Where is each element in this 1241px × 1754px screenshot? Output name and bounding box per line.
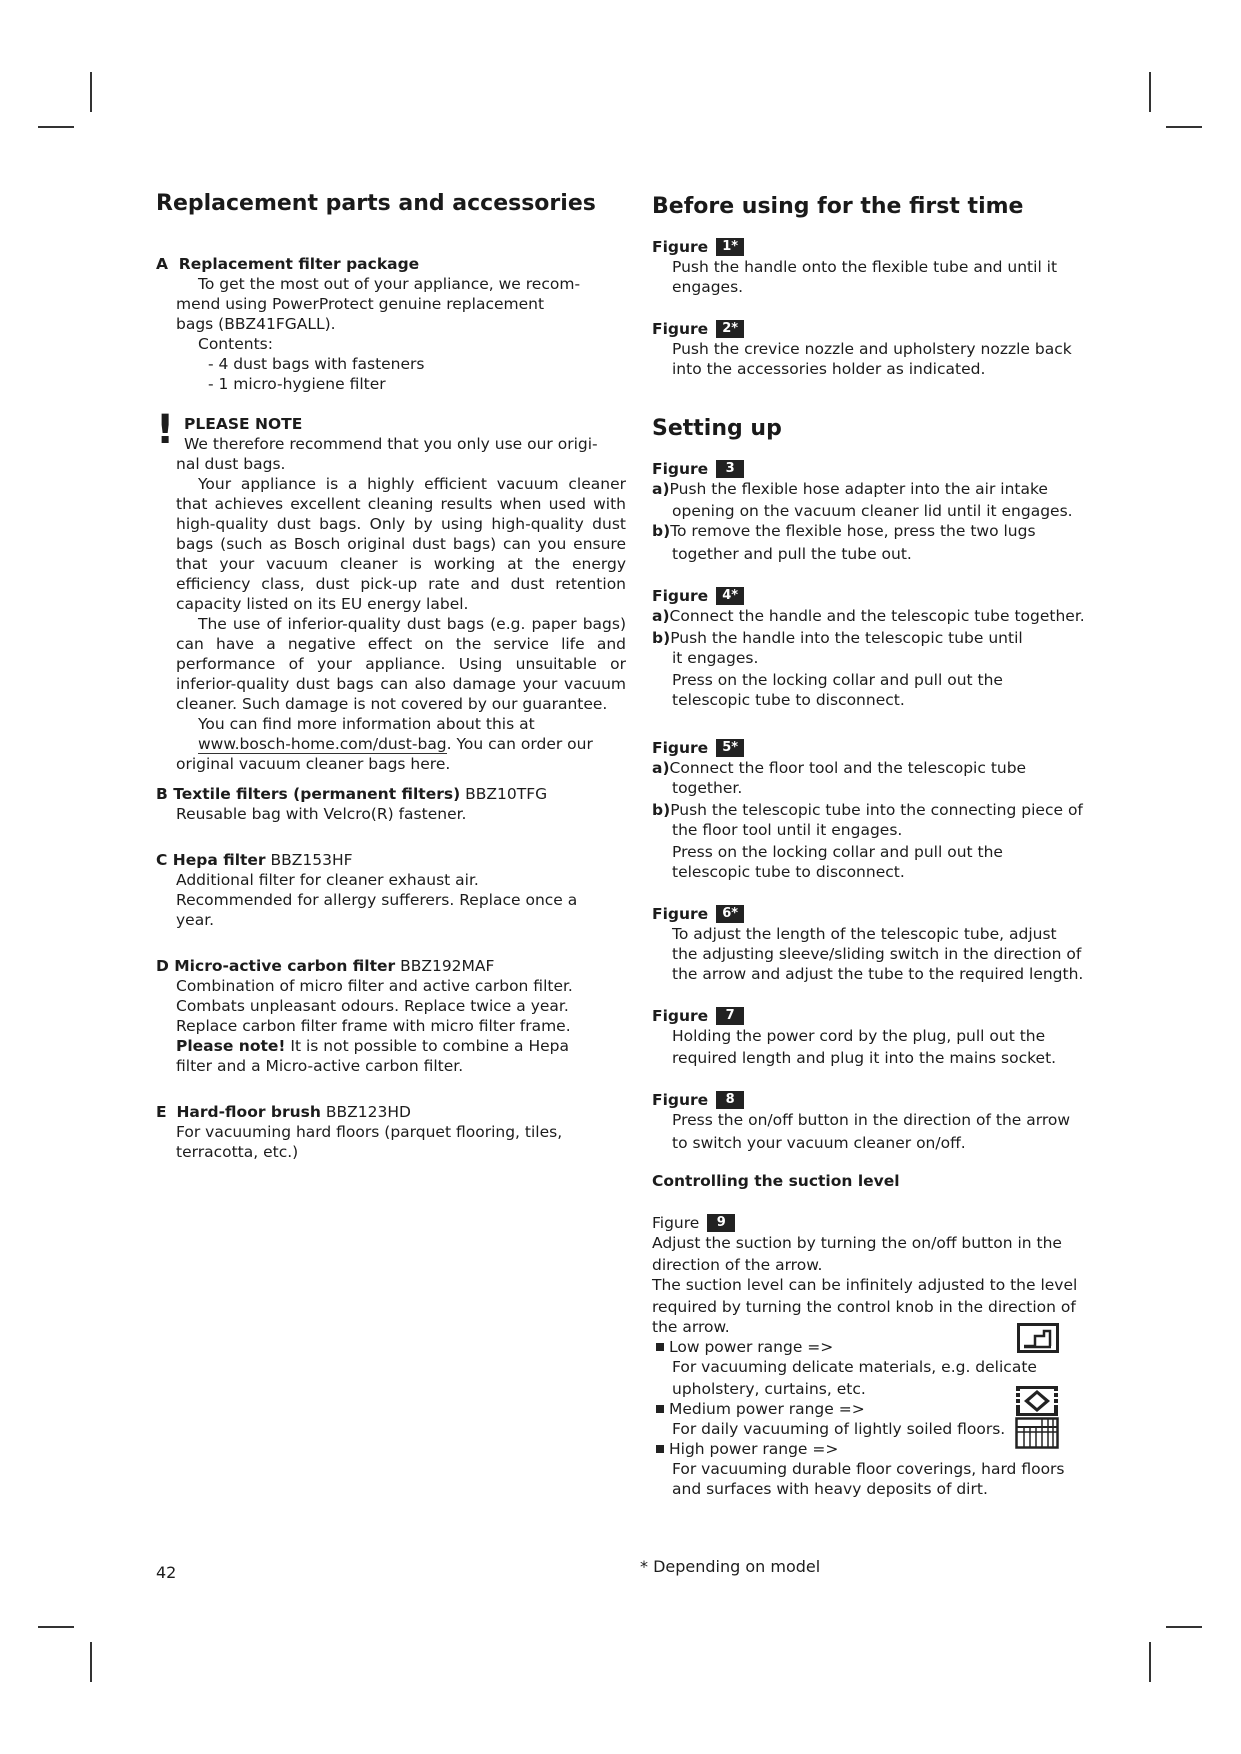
text-line: telescopic tube to disconnect.	[672, 691, 905, 709]
step-line	[652, 800, 1097, 820]
text-line: For daily vacuuming of lightly soiled floors.	[672, 1420, 1006, 1438]
section-b-title: B Textile filters (permanent filters)	[156, 785, 461, 803]
bullet-square	[656, 1343, 664, 1351]
text-line: Recommended for allergy sufferers. Replace once a	[176, 891, 578, 909]
section-c-title: C Hepa filter	[156, 851, 266, 869]
section-title-first-use: Before using for the first time	[652, 194, 1024, 219]
section-e-letter: E	[156, 1103, 167, 1121]
text-line: Additional filter for cleaner exhaust air.	[176, 871, 479, 889]
text-line: terracotta, etc.)	[176, 1143, 299, 1161]
figure-number-badge: 4*	[716, 587, 744, 605]
figure-heading	[652, 1006, 1097, 1026]
step-label: a)	[652, 480, 670, 498]
suction-heading: Controlling the suction level	[652, 1172, 900, 1190]
section-c	[156, 850, 626, 930]
step-line	[652, 521, 1097, 541]
text-line: required by turning the control knob in the direction of	[652, 1298, 1076, 1316]
section-d	[156, 956, 626, 1076]
section-c-heading	[156, 850, 626, 870]
crop-mark	[1149, 72, 1151, 112]
step-line	[652, 628, 1097, 648]
warning-icon: !	[156, 407, 175, 453]
text-line: To get the most out of your appliance, we recom-	[198, 275, 581, 293]
section-e-title: Hard-floor brush	[176, 1103, 321, 1121]
figure-label: Figure	[652, 1091, 709, 1109]
figure-number-badge: 9	[707, 1214, 735, 1232]
text-line	[156, 734, 626, 754]
text-line: together.	[672, 779, 743, 797]
please-note-heading: PLEASE NOTE	[184, 415, 303, 433]
text-line: We therefore recommend that you only use our origi-	[184, 435, 598, 453]
figure-heading	[652, 1213, 1097, 1233]
figure-label: Figure	[652, 238, 709, 256]
text-line: The suction level can be infinitely adjusted to the level	[652, 1276, 1078, 1294]
text-line: year.	[176, 911, 215, 929]
crop-mark	[38, 126, 74, 128]
bullet-square	[656, 1445, 664, 1453]
text-line: Press on the locking collar and pull out the	[672, 843, 1003, 861]
text-fragment: Push the telescopic tube into the connecting piece of	[670, 801, 1083, 819]
text-fragment: To remove the flexible hose, press the two lugs	[670, 522, 1036, 540]
text-line: the adjusting sleeve/sliding switch in the direction of	[672, 945, 1082, 963]
text-line: original vacuum cleaner bags here.	[176, 755, 451, 773]
text-line: required length and plug it into the mains socket.	[672, 1049, 1057, 1067]
figure-heading	[652, 904, 1097, 924]
section-a-heading	[156, 254, 626, 274]
text-line: mend using PowerProtect genuine replacement	[176, 295, 545, 313]
figure-label: Figure	[652, 1214, 700, 1232]
figure-heading	[652, 738, 1097, 758]
text-line: telescopic tube to disconnect.	[672, 863, 905, 881]
text-line: the arrow and adjust the tube to the required length.	[672, 965, 1084, 983]
text-fragment: Connect the handle and the telescopic tube together.	[669, 607, 1085, 625]
text-line: Reusable bag with Velcro(R) fastener.	[176, 805, 467, 823]
text-line: bags (BBZ41FGALL).	[176, 315, 336, 333]
text-line	[156, 1036, 626, 1056]
text-line: to switch your vacuum cleaner on/off.	[672, 1134, 966, 1152]
text-line: Push the crevice nozzle and upholstery nozzle back	[672, 340, 1072, 358]
text-line: it engages.	[672, 649, 759, 667]
step-label: b)	[652, 629, 671, 647]
figure-8	[652, 1090, 1097, 1153]
text-fragment: . You can order our	[446, 735, 593, 753]
crop-mark	[38, 1626, 74, 1628]
text-line: Combination of micro filter and active carbon filter.	[176, 977, 573, 995]
product-code: BBZ153HF	[270, 851, 353, 869]
high-power-icon	[1015, 1417, 1059, 1449]
high-power-item	[652, 1439, 1097, 1499]
contents-item: - 4 dust bags with fasteners	[208, 355, 425, 373]
text-line: into the accessories holder as indicated.	[672, 360, 986, 378]
crop-mark	[1166, 1626, 1202, 1628]
text-line: the arrow.	[652, 1318, 730, 1336]
figure-heading	[652, 586, 1097, 606]
medium-power-label: Medium power range =>	[669, 1400, 865, 1418]
figure-3	[652, 459, 1097, 564]
product-code: BBZ192MAF	[400, 957, 495, 975]
section-title-setting-up: Setting up	[652, 416, 782, 441]
figure-4	[652, 586, 1097, 710]
figure-number-badge: 5*	[716, 739, 744, 757]
text-fragment: It is not possible to combine a Hepa	[290, 1037, 569, 1055]
text-line: filter and a Micro-active carbon filter.	[176, 1057, 464, 1075]
figure-label: Figure	[652, 587, 709, 605]
section-e	[156, 1102, 626, 1162]
step-label: a)	[652, 607, 670, 625]
text-line: and surfaces with heavy deposits of dirt.	[672, 1480, 988, 1498]
figure-label: Figure	[652, 905, 709, 923]
step-label: a)	[652, 759, 670, 777]
suction-section	[652, 1171, 1097, 1499]
text-line: opening on the vacuum cleaner lid until it engages.	[672, 502, 1073, 520]
crop-mark	[90, 72, 92, 112]
figure-label: Figure	[652, 1007, 709, 1025]
text-line: engages.	[672, 278, 744, 296]
page-number: 42	[156, 1563, 177, 1582]
figure-number-badge: 2*	[716, 320, 744, 338]
section-a-letter: A	[156, 255, 168, 273]
figure-heading	[652, 1090, 1097, 1110]
text-line: Holding the power cord by the plug, pull out the	[672, 1027, 1046, 1045]
text-line: upholstery, curtains, etc.	[672, 1380, 866, 1398]
figure-heading	[652, 319, 1097, 339]
section-a	[156, 254, 626, 394]
figure-label: Figure	[652, 460, 709, 478]
dust-bag-link[interactable]: www.bosch-home.com/dust-bag	[198, 735, 447, 753]
text-line: Replace carbon filter frame with micro filter frame.	[176, 1017, 571, 1035]
product-code: BBZ123HD	[325, 1103, 411, 1121]
contents-label: Contents:	[198, 335, 273, 353]
please-note-block	[156, 407, 626, 774]
section-e-heading	[156, 1102, 626, 1122]
text-line: Press on the locking collar and pull out the	[672, 671, 1003, 689]
crop-mark	[1166, 126, 1202, 128]
text-line: Push the handle onto the flexible tube and until it	[672, 258, 1058, 276]
text-line: For vacuuming delicate materials, e.g. delicate	[672, 1358, 1037, 1376]
step-line	[652, 758, 1097, 778]
text-line: together and pull the tube out.	[672, 545, 912, 563]
step-label: b)	[652, 522, 671, 540]
figure-heading	[652, 237, 1097, 257]
step-line	[652, 606, 1097, 626]
low-power-label: Low power range =>	[669, 1338, 834, 1356]
medium-power-icon	[1015, 1385, 1059, 1417]
section-b	[156, 784, 626, 824]
figure-heading	[652, 459, 1097, 479]
text-line: the floor tool until it engages.	[672, 821, 903, 839]
step-label: b)	[652, 801, 671, 819]
figure-7	[652, 1006, 1097, 1068]
text-line: For vacuuming hard floors (parquet flooring, tiles,	[176, 1123, 563, 1141]
text-line: To adjust the length of the telescopic tube, adjust	[672, 925, 1057, 943]
text-line: You can find more information about this at	[198, 715, 535, 733]
section-d-title: D Micro-active carbon filter	[156, 957, 396, 975]
step-line	[652, 479, 1097, 499]
section-title-replacement-parts: Replacement parts and accessories	[156, 191, 596, 216]
text-fragment: Push the flexible hose adapter into the air intake	[669, 480, 1048, 498]
figure-number-badge: 1*	[716, 238, 744, 256]
figure-number-badge: 3	[716, 460, 744, 478]
note-paragraph: Your appliance is a highly efficient vacuum cleaner that achieves excellent cleaning results when used with high-quality dust bags. Only by using high-quality dust bags (such as Bosch original dust bags) can you ensure that your vacuum cleaner is working at the energy efficiency class, dust pick-up rate and dust retention capacity listed on its EU energy label.	[176, 475, 626, 613]
section-b-heading	[156, 784, 626, 804]
figure-1	[652, 237, 1097, 297]
figure-6	[652, 904, 1097, 984]
text-line: Combats unpleasant odours. Replace twice a year.	[176, 997, 569, 1015]
text-line: nal dust bags.	[176, 455, 286, 473]
product-code: BBZ10TFG	[465, 785, 548, 803]
figure-number-badge: 8	[716, 1091, 744, 1109]
please-note-label: Please note!	[176, 1037, 286, 1055]
text-line: For vacuuming durable floor coverings, hard floors	[672, 1460, 1065, 1478]
footnote: * Depending on model	[640, 1557, 821, 1576]
high-power-label: High power range =>	[669, 1440, 839, 1458]
figure-number-badge: 6*	[716, 905, 744, 923]
text-line: Press the on/off button in the direction of the arrow	[672, 1111, 1071, 1129]
left-column	[156, 190, 626, 1162]
figure-5	[652, 738, 1097, 882]
figure-2	[652, 319, 1097, 379]
figure-number-badge: 7	[716, 1007, 744, 1025]
section-d-heading	[156, 956, 626, 976]
text-line: direction of the arrow.	[652, 1256, 823, 1274]
right-column	[652, 193, 1097, 1499]
bullet-square	[656, 1405, 664, 1413]
note-paragraph: The use of inferior-quality dust bags (e.g. paper bags) can have a negative effect on the service life and performance of your appliance. Using unsuitable or inferior-quality dust bags can also damage your vacuum cleaner. Such damage is not covered by our guarantee.	[176, 615, 626, 713]
text-fragment: Push the handle into the telescopic tube until	[670, 629, 1023, 647]
figure-label: Figure	[652, 739, 709, 757]
section-a-title: Replacement filter package	[178, 255, 420, 273]
low-power-icon	[1017, 1323, 1059, 1353]
crop-mark	[1149, 1642, 1151, 1682]
text-line: Adjust the suction by turning the on/off button in the	[652, 1234, 1062, 1252]
figure-label: Figure	[652, 320, 709, 338]
text-fragment: Connect the floor tool and the telescopic tube	[669, 759, 1027, 777]
contents-item: - 1 micro-hygiene filter	[208, 375, 386, 393]
crop-mark	[90, 1642, 92, 1682]
